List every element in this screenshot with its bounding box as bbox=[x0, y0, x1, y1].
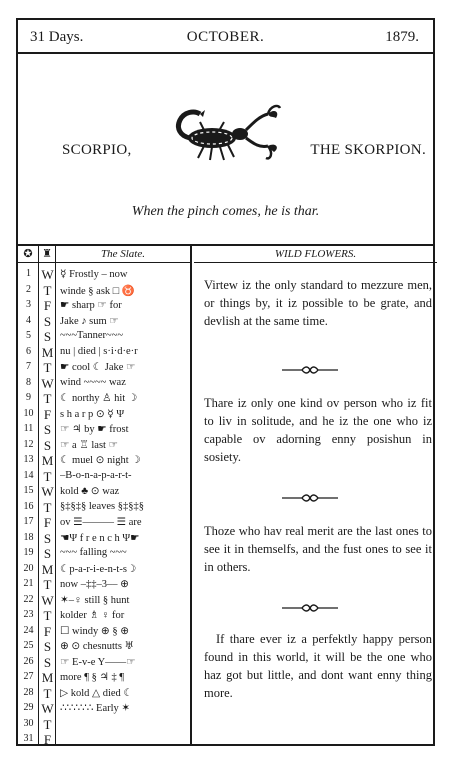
day-number: 9 bbox=[26, 392, 31, 403]
wild-flowers-paragraph: Virtew iz the only standard to mezzure men, or things by, it iz possible to be grate, and devlish at the same time. bbox=[204, 278, 432, 328]
slate-entry: ☾p-a-r-i-e-n-t-s☽ bbox=[60, 563, 137, 575]
slate-entry: wind ~~~~ waz bbox=[60, 376, 126, 388]
almanac-page bbox=[16, 18, 435, 746]
day-number: 25 bbox=[23, 640, 34, 651]
slate-entry: ✶–♀ still § hunt bbox=[60, 594, 130, 606]
weekday-letter: M bbox=[41, 453, 54, 468]
slate-column bbox=[56, 246, 192, 746]
day-number: 11 bbox=[23, 423, 34, 434]
slate-entry: ∴∵∴∵∴ Early ✶ bbox=[60, 703, 131, 714]
slate-entry: ☾ muel ⊙ night ☽ bbox=[60, 455, 141, 466]
day-number: 6 bbox=[26, 345, 31, 357]
slate-entry: –B-o-n-a-p-a-r-t- bbox=[60, 469, 132, 481]
day-number: 5 bbox=[26, 330, 31, 341]
slate-entry: ⊕ ⊙ chesnutts ♅ bbox=[60, 641, 134, 652]
weekday-letter: W bbox=[41, 267, 54, 282]
slate-entry: s h a r p ⊙ ☿ Ψ bbox=[60, 408, 125, 420]
motto: When the pinch comes, he is thar. bbox=[131, 204, 320, 219]
day-number: 20 bbox=[23, 562, 34, 574]
slate-entry: more ¶ § ♃ ‡ ¶ bbox=[60, 672, 125, 683]
slate-entry: ☛ sharp ☞ for bbox=[60, 300, 122, 311]
slate-entry: ☿ Frostly – now bbox=[60, 269, 128, 280]
slate-entry: ▷ kold △ died ☾ bbox=[60, 687, 133, 699]
day-number: 30 bbox=[23, 717, 34, 729]
weekday-letter: T bbox=[43, 499, 52, 515]
slate-header: The Slate. bbox=[56, 246, 190, 263]
page-header bbox=[18, 20, 433, 54]
weekday-letter: W bbox=[41, 592, 54, 608]
weekday-letter: T bbox=[43, 685, 52, 701]
slate-entry: nu | died | s·i·d·e·r bbox=[60, 345, 138, 357]
ornament-divider bbox=[280, 366, 340, 374]
weekday-letter: F bbox=[43, 623, 52, 639]
slate-entry: now –‡‡–3–– ⊕ bbox=[60, 579, 129, 590]
wild-flowers-column bbox=[194, 246, 437, 746]
day-number: 17 bbox=[23, 516, 34, 527]
calendar-table bbox=[18, 246, 433, 746]
weekday-letter: W bbox=[41, 701, 54, 716]
day-number: 27 bbox=[23, 671, 34, 682]
slate-entry: kold ♣ ⊙ waz bbox=[60, 486, 120, 497]
weekday-letter: T bbox=[43, 468, 52, 484]
weekday-letter: S bbox=[43, 654, 52, 670]
day-number: 19 bbox=[23, 547, 34, 558]
year: 1879. bbox=[385, 29, 419, 45]
day-number: 29 bbox=[23, 702, 34, 713]
weekday-letter: S bbox=[43, 422, 52, 437]
weekday-letter: F bbox=[43, 732, 52, 747]
sign-name-right: THE SKORPION. bbox=[310, 142, 426, 158]
ornament-divider bbox=[280, 494, 340, 502]
slate-entry: Jake ♪ sum ☞ bbox=[60, 315, 119, 327]
slate-entry: winde § ask □ ♉ bbox=[60, 285, 135, 297]
wild-flowers-paragraph: If thare ever iz a perfektly happy person found in this world, it will be the one who haz got but little, and dont want enny thing more. bbox=[204, 632, 432, 700]
day-number: 2 bbox=[26, 283, 31, 295]
day-number: 16 bbox=[23, 500, 34, 512]
weekday-letter: T bbox=[43, 282, 52, 298]
day-number-column bbox=[18, 246, 39, 746]
weekday-letter: T bbox=[43, 716, 52, 732]
day-number: 24 bbox=[23, 624, 34, 636]
day-number: 26 bbox=[23, 655, 34, 667]
day-number: 3 bbox=[26, 299, 31, 310]
slate-entry: ~~~Tanner~~~ bbox=[60, 330, 124, 341]
weekday-letter: T bbox=[43, 360, 52, 375]
slate-entry: ☞ E-v-e Y——☞ bbox=[60, 656, 136, 668]
slate-entry: ☚Ψ f r e n c h Ψ☛ bbox=[60, 532, 140, 544]
ornament-divider bbox=[280, 604, 340, 612]
day-number: 21 bbox=[23, 578, 34, 589]
day-number: 18 bbox=[23, 531, 34, 543]
wild-flowers-paragraph: Thoze who hav real merit are the last ones to see it in themselfs, and the fust ones to see it in others. bbox=[204, 524, 432, 574]
day-number: 14 bbox=[23, 469, 34, 481]
day-number: 31 bbox=[23, 733, 34, 744]
day-number: 28 bbox=[23, 686, 34, 698]
slate-entry: ☛ cool ☾ Jake ☞ bbox=[60, 362, 136, 373]
slate-entry: ☞ ♃ by ☛ frost bbox=[60, 424, 129, 435]
day-number: 4 bbox=[26, 314, 31, 326]
slate-entry: ☾ northy ♙ hit ☽ bbox=[60, 393, 138, 404]
weekday-letter: S bbox=[43, 329, 52, 344]
slate-entry: ov ☰——— ☰ are bbox=[60, 517, 142, 528]
weekday-letter: F bbox=[43, 406, 52, 422]
weekday-letter: W bbox=[41, 375, 54, 391]
day-number: 22 bbox=[23, 593, 34, 605]
weekday-letter: S bbox=[43, 546, 52, 561]
weekday-letter: M bbox=[41, 344, 54, 360]
month-title: OCTOBER. bbox=[186, 29, 265, 45]
day-number: 15 bbox=[23, 485, 34, 496]
weekday-letter: S bbox=[43, 639, 52, 654]
wild-flowers-paragraph: Thare iz only one kind ov person who iz fit to liv in solitude, and he iz the one who iz capable ov adorning enny posishun in sosiety. bbox=[204, 396, 432, 464]
slate-entry: kolder ♗ ♀ for bbox=[60, 610, 125, 621]
weekday-letter: S bbox=[43, 313, 52, 329]
slate-entry: ☐ windy ⊕ § ⊕ bbox=[60, 625, 130, 637]
days-count: 31 Days. bbox=[30, 29, 84, 45]
weekday-column bbox=[39, 246, 56, 746]
weekday-letter: T bbox=[43, 577, 52, 592]
weekday-letter: M bbox=[41, 561, 54, 577]
church-icon: ♜ bbox=[39, 246, 55, 263]
wild-flowers-header: WILD FLOWERS. bbox=[194, 246, 437, 263]
weekday-letter: S bbox=[43, 437, 52, 453]
slate-entry: ~~~ falling ~~~ bbox=[60, 547, 127, 558]
sign-name-left: SCORPIO, bbox=[62, 142, 132, 158]
weekday-letter: S bbox=[43, 530, 52, 546]
day-number: 7 bbox=[26, 361, 31, 372]
day-number: 1 bbox=[26, 268, 31, 279]
weekday-letter: W bbox=[41, 484, 54, 499]
day-number: 23 bbox=[23, 609, 34, 620]
day-number: 12 bbox=[23, 438, 34, 450]
slate-entry: ☞ a ♖ last ☞ bbox=[60, 439, 118, 451]
slate-entry: §‡§‡§ leaves §‡§‡§ bbox=[60, 500, 144, 512]
weekday-letter: F bbox=[43, 298, 52, 313]
zodiac-banner bbox=[18, 54, 433, 246]
sun-icon: ✪ bbox=[18, 246, 38, 263]
scorpion-illustration bbox=[174, 102, 282, 164]
day-number: 8 bbox=[26, 376, 31, 388]
weekday-letter: T bbox=[43, 608, 52, 623]
weekday-letter: M bbox=[41, 670, 54, 685]
day-number: 13 bbox=[23, 454, 34, 465]
day-number: 10 bbox=[23, 407, 34, 419]
weekday-letter: F bbox=[43, 515, 52, 530]
weekday-letter: T bbox=[43, 391, 52, 406]
